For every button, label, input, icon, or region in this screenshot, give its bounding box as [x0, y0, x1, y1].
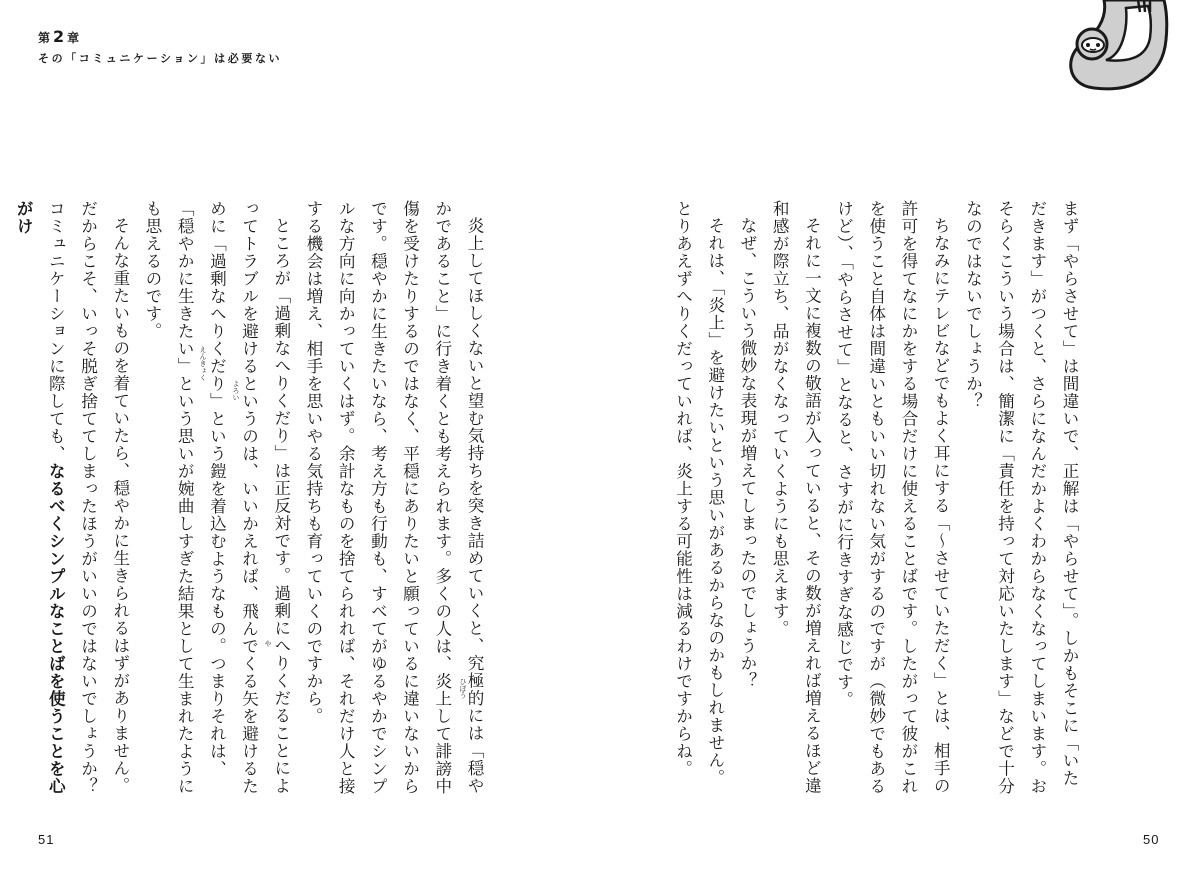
paragraph-text: そんな重たいものを着ていたら、穏やかに生きられるはずがありません。だからこそ、いっそ脱ぎ捨ててしまったほうがいいのではないでしょうか？ コミュニケーションに際しても、: [46, 200, 130, 813]
paragraph: それは、「炎上」を避けたいという思いがあるからなのかもしれません。とりあえずへりくだっていれば、炎上する可能性は減るわけですからね。: [673, 200, 725, 786]
paragraph: [7, 200, 136, 813]
ruby-hibou: ひぼう: [459, 678, 467, 699]
ruby-ya: や: [264, 640, 272, 647]
bold-emphasis: なるべくシンプルなことばを使うことを心がけ: [14, 200, 66, 795]
page-number-50: 50: [1143, 832, 1160, 847]
page-50-body: [673, 200, 1085, 800]
paragraph: なぜ、こういう微妙な表現が増えてしまったのでしょうか？: [737, 216, 757, 690]
chapter-label: 第 2 章: [38, 27, 81, 46]
chapter-subtitle: その「コミュニケーション」は必要ない: [38, 52, 283, 65]
sloth-illustration: [1054, 0, 1172, 95]
ruby-yoroi: よろい: [232, 380, 240, 401]
paragraph: ちなみにテレビなどでもよく耳にする「〜させていただく」とは、相手の許可を得てなにかをする場合だけに使えることばです。したがって彼がこれを使うこと自体は間違いともいい切れない気がするのですが（微妙でもあるけど）、「やらさせて」となると、さすがに行きすぎな感じです。: [834, 200, 951, 795]
ruby-enkyoku: えんきょく: [199, 346, 207, 381]
page-51-body: [14, 200, 490, 813]
paragraph: 炎上してほしくないと望む気持ちを突き詰めていくと、究極的には「穏やかであること」に行き着くとも考えられます。多くの人は、炎上して誹謗中傷を受けたりするのではなく、平穏にありたいと願っているに違いないからです。穏やかに生きたいなら、考え方も行動も、すべてがゆるやかでシンプルな方向に向かっていくはず。余計なものを捨てられれば、それだけ人と接する機会は増え、相手を思いやる気持ちも育っていくのですから。: [303, 200, 484, 795]
chapter-number: 2: [53, 27, 66, 46]
page-number-51: 51: [38, 832, 55, 847]
paragraph: ところが「過剰なへりくだり」は正反対です。過剰にへりくだることによってトラブルを避けるというのは、いいかえれば、飛んでくる矢を避けるために「過剰なへりくだり」という鎧を着込むようなもの。つまりそれは、「穏やかに生きたい」という思いが婉曲しすぎた結果として生まれたようにも思えるのです。: [142, 200, 291, 795]
paragraph: それに一文に複数の敬語が入っていると、その数が増えれば増えるほど違和感が際立ち、品がなくなっていくようにも思えます。: [770, 200, 822, 795]
paragraph: まず「やらさせて」は間違いで、正解は「やらせて」。しかもそこに「いただきます」がつくと、さらになんだかよくわからなくなってしまいます。おそらくこういう場合は、簡潔に「責任を持って対応いたします」などで十分なのではないでしょうか？: [963, 200, 1079, 795]
